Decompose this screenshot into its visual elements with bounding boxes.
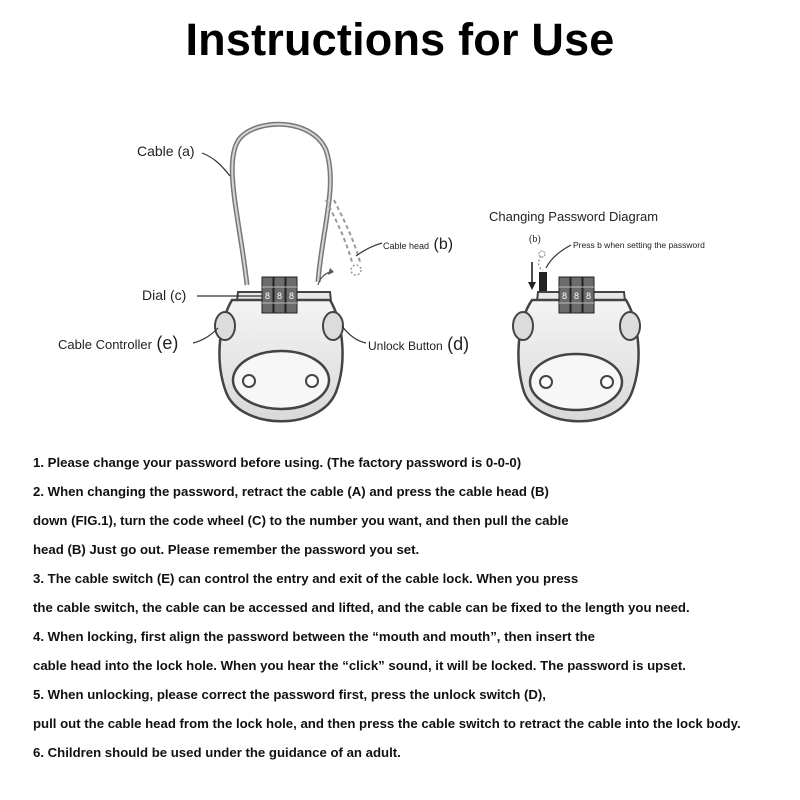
dial-digit: 8 [288,291,295,301]
label-cable-controller [58,333,178,354]
leader-unlock-button [342,326,366,343]
label-dial: Dial (c) [142,287,187,303]
instruction-line: the cable switch, the cable can be accessed and lifted, and the cable can be fixed to the length you need. [33,600,690,615]
instruction-line: down (FIG.1), turn the code wheel (C) to the number you want, and then pull the cable [33,513,569,528]
dial-digit: 8 [561,291,568,301]
instruction-line: 5. When unlocking, please correct the password first, press the unlock switch (D), [33,687,546,702]
label-cable-head-text: Cable head [383,241,430,251]
instruction-line: cable head into the lock hole. When you hear the “click” sound, it will be locked. The password is upset. [33,658,686,673]
label-unlock-button-text: Unlock Button [368,339,443,353]
page-title: Instructions for Use [185,14,615,65]
label-unlock-button-letter: (d) [447,334,470,354]
instruction-line: 4. When locking, first align the password between the “mouth and mouth”, then insert the [33,629,595,644]
changing-password-title: Changing Password Diagram [489,209,659,224]
right-lock-diagram [513,245,640,421]
dial-digit: 8 [585,291,592,301]
press-note: Press b when setting the password [573,240,705,250]
label-unlock-button [368,334,469,355]
instruction-line: 2. When changing the password, retract the cable (A) and press the cable head (B) [33,484,549,499]
label-cable: Cable (a) [137,143,195,159]
cable-loop [232,124,330,285]
leader-cable-head [356,243,382,256]
leader-cable-controller [193,328,218,343]
instruction-line: 1. Please change your password before using. (The factory password is 0-0-0) [33,455,522,470]
instruction-line: 3. The cable switch (E) can control the entry and exit of the cable lock. When you press [33,571,579,586]
left-lock-diagram [193,124,382,421]
label-cable-controller-text: Cable Controller [58,337,152,352]
leader-cable [202,153,230,176]
instruction-line: 6. Children should be used under the guidance of an adult. [33,745,401,760]
instruction-line: pull out the cable head from the lock hole, and then press the cable switch to retract the cable into the lock body. [33,716,741,731]
label-cable-head [383,236,453,254]
label-cable-head-letter: (b) [433,236,454,253]
dial-wheels-right [559,277,594,313]
label-cable-controller-letter: (e) [156,333,179,353]
dial-digit: 8 [573,291,580,301]
dial-digit: 8 [264,291,271,301]
press-marker: (b) [529,234,541,245]
dial-digit: 8 [276,291,283,301]
dial-wheels [262,277,297,313]
instruction-line: head (B) Just go out. Please remember the password you set. [33,542,420,557]
